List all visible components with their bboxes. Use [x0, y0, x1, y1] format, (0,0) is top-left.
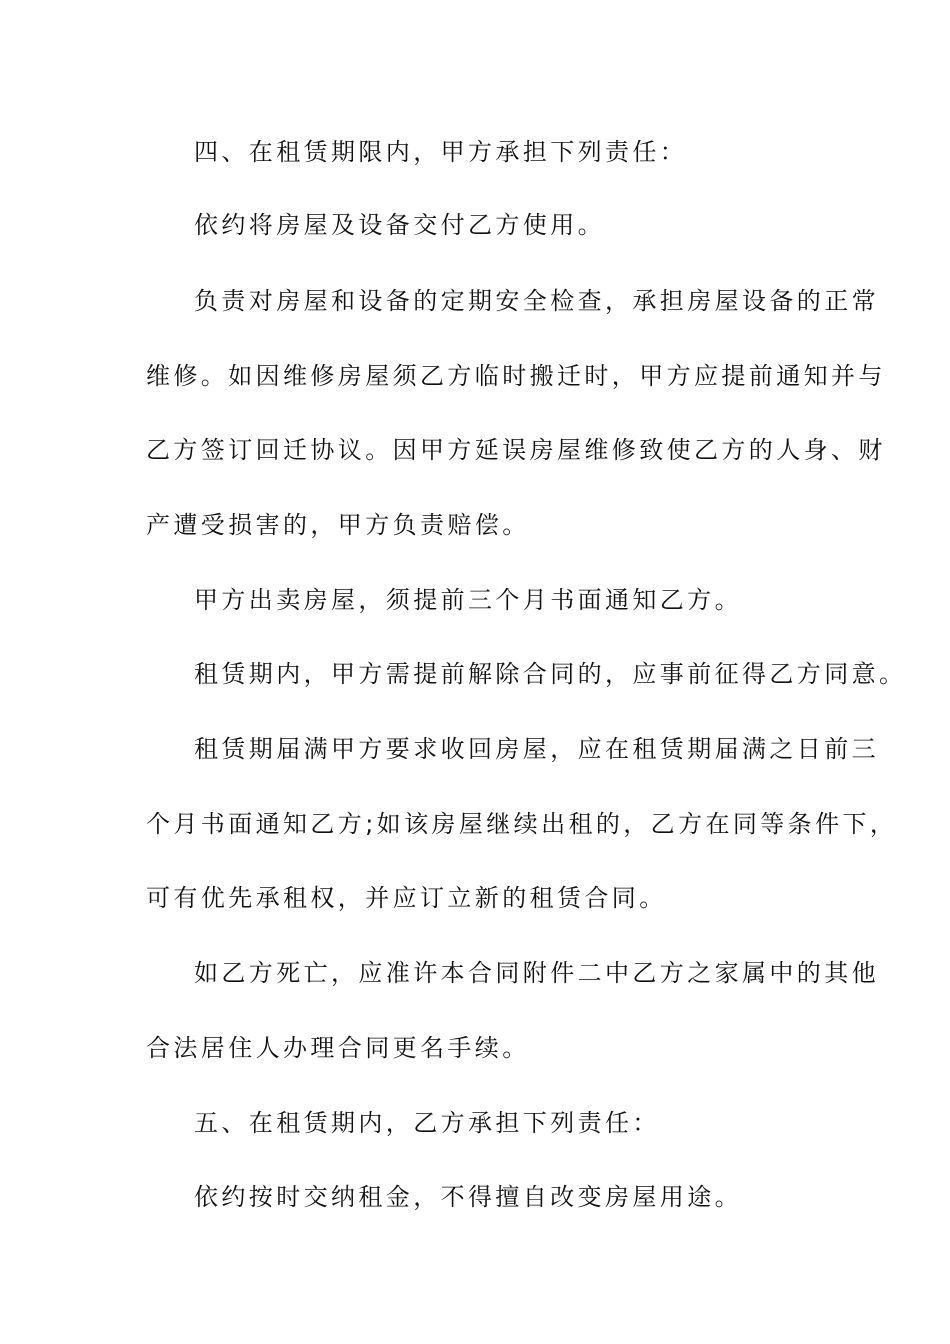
paragraph-line: 依约按时交纳租金，不得擅自改变房屋用途。 — [194, 1183, 742, 1211]
paragraph-line: 甲方出卖房屋，须提前三个月书面通知乙方。 — [194, 586, 742, 614]
paragraph-line: 负责对房屋和设备的定期安全检查，承担房屋设备的正常 — [194, 287, 879, 315]
section-4-heading: 四、在租赁期限内，甲方承担下列责任： — [194, 138, 688, 166]
paragraph-line: 租赁期届满甲方要求收回房屋，应在租赁期届满之日前三 — [194, 735, 879, 763]
paragraph-line: 乙方签订回迁协议。因甲方延误房屋维修致使乙方的人身、财 — [146, 436, 886, 464]
paragraph-line: 产遭受损害的，甲方负责赔偿。 — [146, 511, 530, 539]
paragraph-line: 依约将房屋及设备交付乙方使用。 — [194, 211, 605, 239]
paragraph-line: 个月书面通知乙方;如该房屋继续出租的，乙方在同等条件下， — [146, 810, 898, 838]
paragraph-line: 合法居住人办理合同更名手续。 — [146, 1034, 530, 1062]
paragraph-line: 如乙方死亡，应准许本合同附件二中乙方之家属中的其他 — [194, 959, 879, 987]
section-5-heading: 五、在租赁期内，乙方承担下列责任： — [194, 1109, 660, 1137]
paragraph-line: 租赁期内，甲方需提前解除合同的，应事前征得乙方同意。 — [194, 660, 907, 688]
paragraph-line: 可有优先承租权，并应订立新的租赁合同。 — [146, 884, 667, 912]
paragraph-line: 维修。如因维修房屋须乙方临时搬迁时，甲方应提前通知并与 — [146, 362, 886, 390]
